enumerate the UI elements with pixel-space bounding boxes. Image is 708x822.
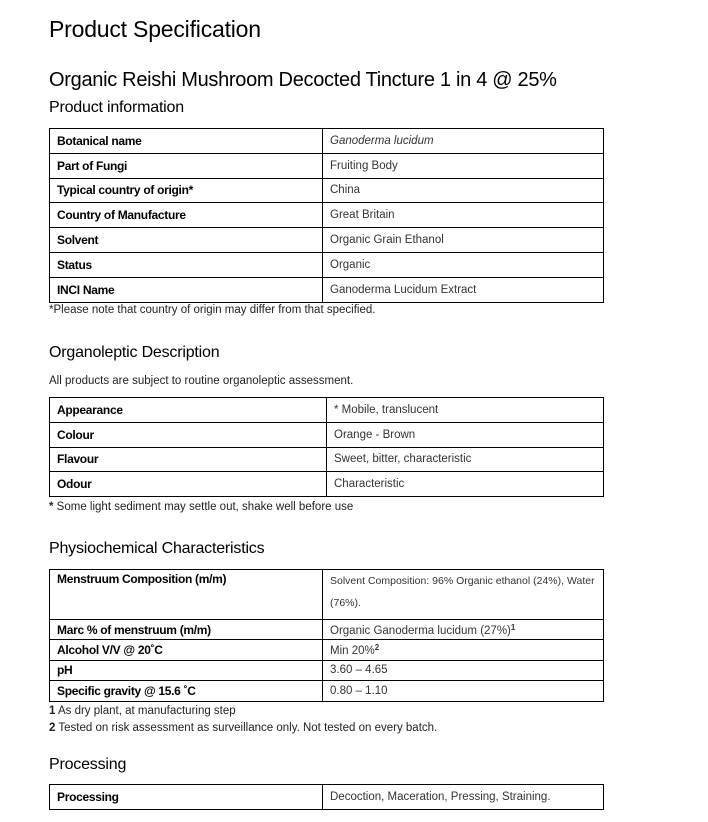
product-info-table [49,128,604,303]
table-row [50,472,604,497]
row-value: 0.80 – 1.10 [323,681,604,701]
footnote-text: Some light sediment may settle out, shake well before use [53,501,354,513]
row-value: Ganoderma Lucidum Extract [323,277,604,302]
row-value: Solvent Composition: 96% Organic ethanol (24%), Water (76%). [323,570,604,620]
organoleptic-table [49,397,604,497]
origin-footnote: *Please note that country of origin may differ from that specified. [49,304,376,316]
row-label: Country of Manufacture [50,203,323,228]
row-value: Ganoderma lucidum [323,129,604,154]
row-value: Great Britain [323,203,604,228]
row-value: China [323,178,604,203]
row-label: Specific gravity @ 15.6 ˚C [50,681,323,701]
table-row [50,398,604,423]
row-value: * Mobile, translucent [327,398,604,423]
product-name: Organic Reishi Mushroom Decocted Tincture 1 in 4 @ 25% [49,69,557,91]
table-row [50,660,604,680]
row-label: Menstruum Composition (m/m) [50,570,323,620]
row-value: Organic [323,252,604,277]
table-row [50,129,604,154]
table-row [50,422,604,447]
row-label: pH [50,660,323,680]
row-value: Fruiting Body [323,153,604,178]
physiochemical-heading: Physiochemical Characteristics [49,540,265,557]
table-row [50,570,604,620]
row-label: Processing [50,785,323,810]
footnote-text: As dry plant, at manufacturing step [55,705,236,717]
table-row [50,681,604,701]
footnote-text: Tested on risk assessment as surveillance only. Not tested on every batch. [55,722,438,734]
row-label: Solvent [50,228,323,253]
organoleptic-heading: Organoleptic Description [49,344,220,361]
product-info-heading: Product information [49,99,184,116]
row-value [323,640,604,660]
row-value-text: Organic Ganoderma lucidum (27%) [330,624,511,637]
table-row [50,620,604,640]
row-label: Alcohol V/V @ 20˚C [50,640,323,660]
row-value-text: Min 20% [330,645,375,658]
sediment-footnote [49,501,353,513]
footnote-ref: 1 [510,622,516,632]
row-value [323,620,604,640]
processing-heading: Processing [49,756,127,773]
row-value: Organic Grain Ethanol [323,228,604,253]
physiochemical-table [49,569,604,702]
row-label: Marc % of menstruum (m/m) [50,620,323,640]
footnote-marker: * [49,501,54,513]
row-value: Sweet, bitter, characteristic [327,447,604,472]
table-row [50,203,604,228]
footnote-marker: 1 [49,705,56,717]
footnote-ref: 2 [374,643,380,653]
row-value: Orange - Brown [327,422,604,447]
table-row [50,277,604,302]
row-label: Appearance [50,398,327,423]
page-title: Product Specification [49,16,261,42]
row-label: Flavour [50,447,327,472]
row-label: Typical country of origin* [50,178,323,203]
row-value: Characteristic [327,472,604,497]
physio-footnote-2 [49,722,437,734]
physio-footnote-1 [49,705,236,717]
row-label: Botanical name [50,129,323,154]
table-row [50,153,604,178]
footnote-marker: 2 [49,722,56,734]
table-row [50,785,604,810]
row-label: Colour [50,422,327,447]
table-row [50,252,604,277]
processing-table [49,784,604,810]
table-row [50,178,604,203]
organoleptic-intro: All products are subject to routine organoleptic assessment. [49,375,354,387]
row-label: INCI Name [50,277,323,302]
row-value: Decoction, Maceration, Pressing, Straining. [323,785,604,810]
row-label: Status [50,252,323,277]
row-label: Part of Fungi [50,153,323,178]
table-row [50,228,604,253]
row-label: Odour [50,472,327,497]
table-row [50,447,604,472]
row-value: 3.60 – 4.65 [323,660,604,680]
table-row [50,640,604,660]
